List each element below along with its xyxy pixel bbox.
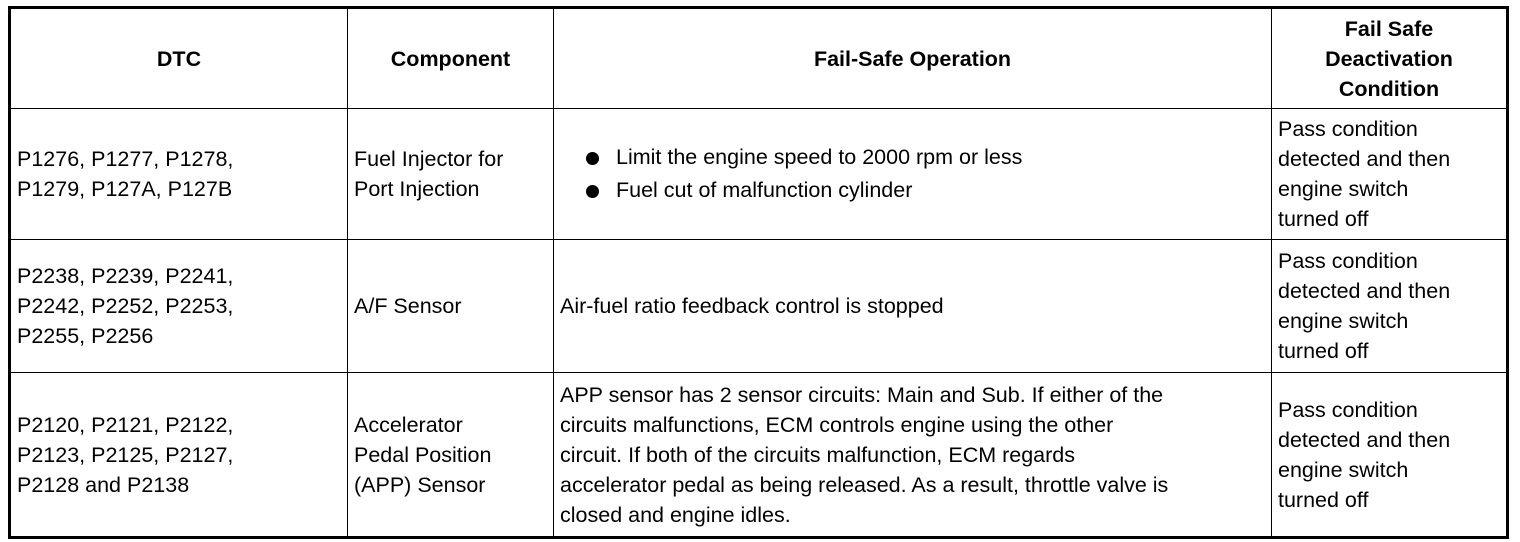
dtc-cell: P2238, P2239, P2241, P2242, P2252, P2253, P2255, P2256	[10, 240, 348, 373]
list-item: Limit the engine speed to 2000 rpm or less	[582, 141, 1265, 174]
operation-cell: Air-fuel ratio feedback control is stopped	[554, 240, 1272, 373]
deactivation-cell: Pass condition detected and then engine switch turned off	[1272, 109, 1508, 240]
component-cell: Fuel Injector for Port Injection	[348, 109, 554, 240]
deactivation-cell: Pass condition detected and then engine switch turned off	[1272, 240, 1508, 373]
header-deactivation-condition: Fail Safe Deactivation Condition	[1272, 8, 1508, 109]
deactivation-cell: Pass condition detected and then engine switch turned off	[1272, 373, 1508, 538]
header-dtc: DTC	[10, 8, 348, 109]
bullet-icon	[586, 152, 599, 165]
table-header-row	[10, 8, 1508, 109]
bullet-icon	[586, 185, 599, 198]
table-row	[10, 109, 1508, 240]
operation-cell	[554, 109, 1272, 240]
component-cell: A/F Sensor	[348, 240, 554, 373]
header-component: Component	[348, 8, 554, 109]
dtc-cell: P1276, P1277, P1278, P1279, P127A, P127B	[10, 109, 348, 240]
operation-cell: APP sensor has 2 sensor circuits: Main and Sub. If either of the circuits malfunctions, ECM controls engine using the other circuit. If both of the circuits malfunction, ECM regards accelerator pedal as being released. As a result, throttle valve is closed and engine idles.	[554, 373, 1272, 538]
table-row	[10, 373, 1508, 538]
fail-safe-table	[8, 6, 1509, 539]
header-fail-safe-operation: Fail-Safe Operation	[554, 8, 1272, 109]
operation-bullet-list	[560, 141, 1265, 207]
dtc-cell: P2120, P2121, P2122, P2123, P2125, P2127, P2128 and P2138	[10, 373, 348, 538]
list-item: Fuel cut of malfunction cylinder	[582, 174, 1265, 207]
table-row	[10, 240, 1508, 373]
component-cell: Accelerator Pedal Position (APP) Sensor	[348, 373, 554, 538]
